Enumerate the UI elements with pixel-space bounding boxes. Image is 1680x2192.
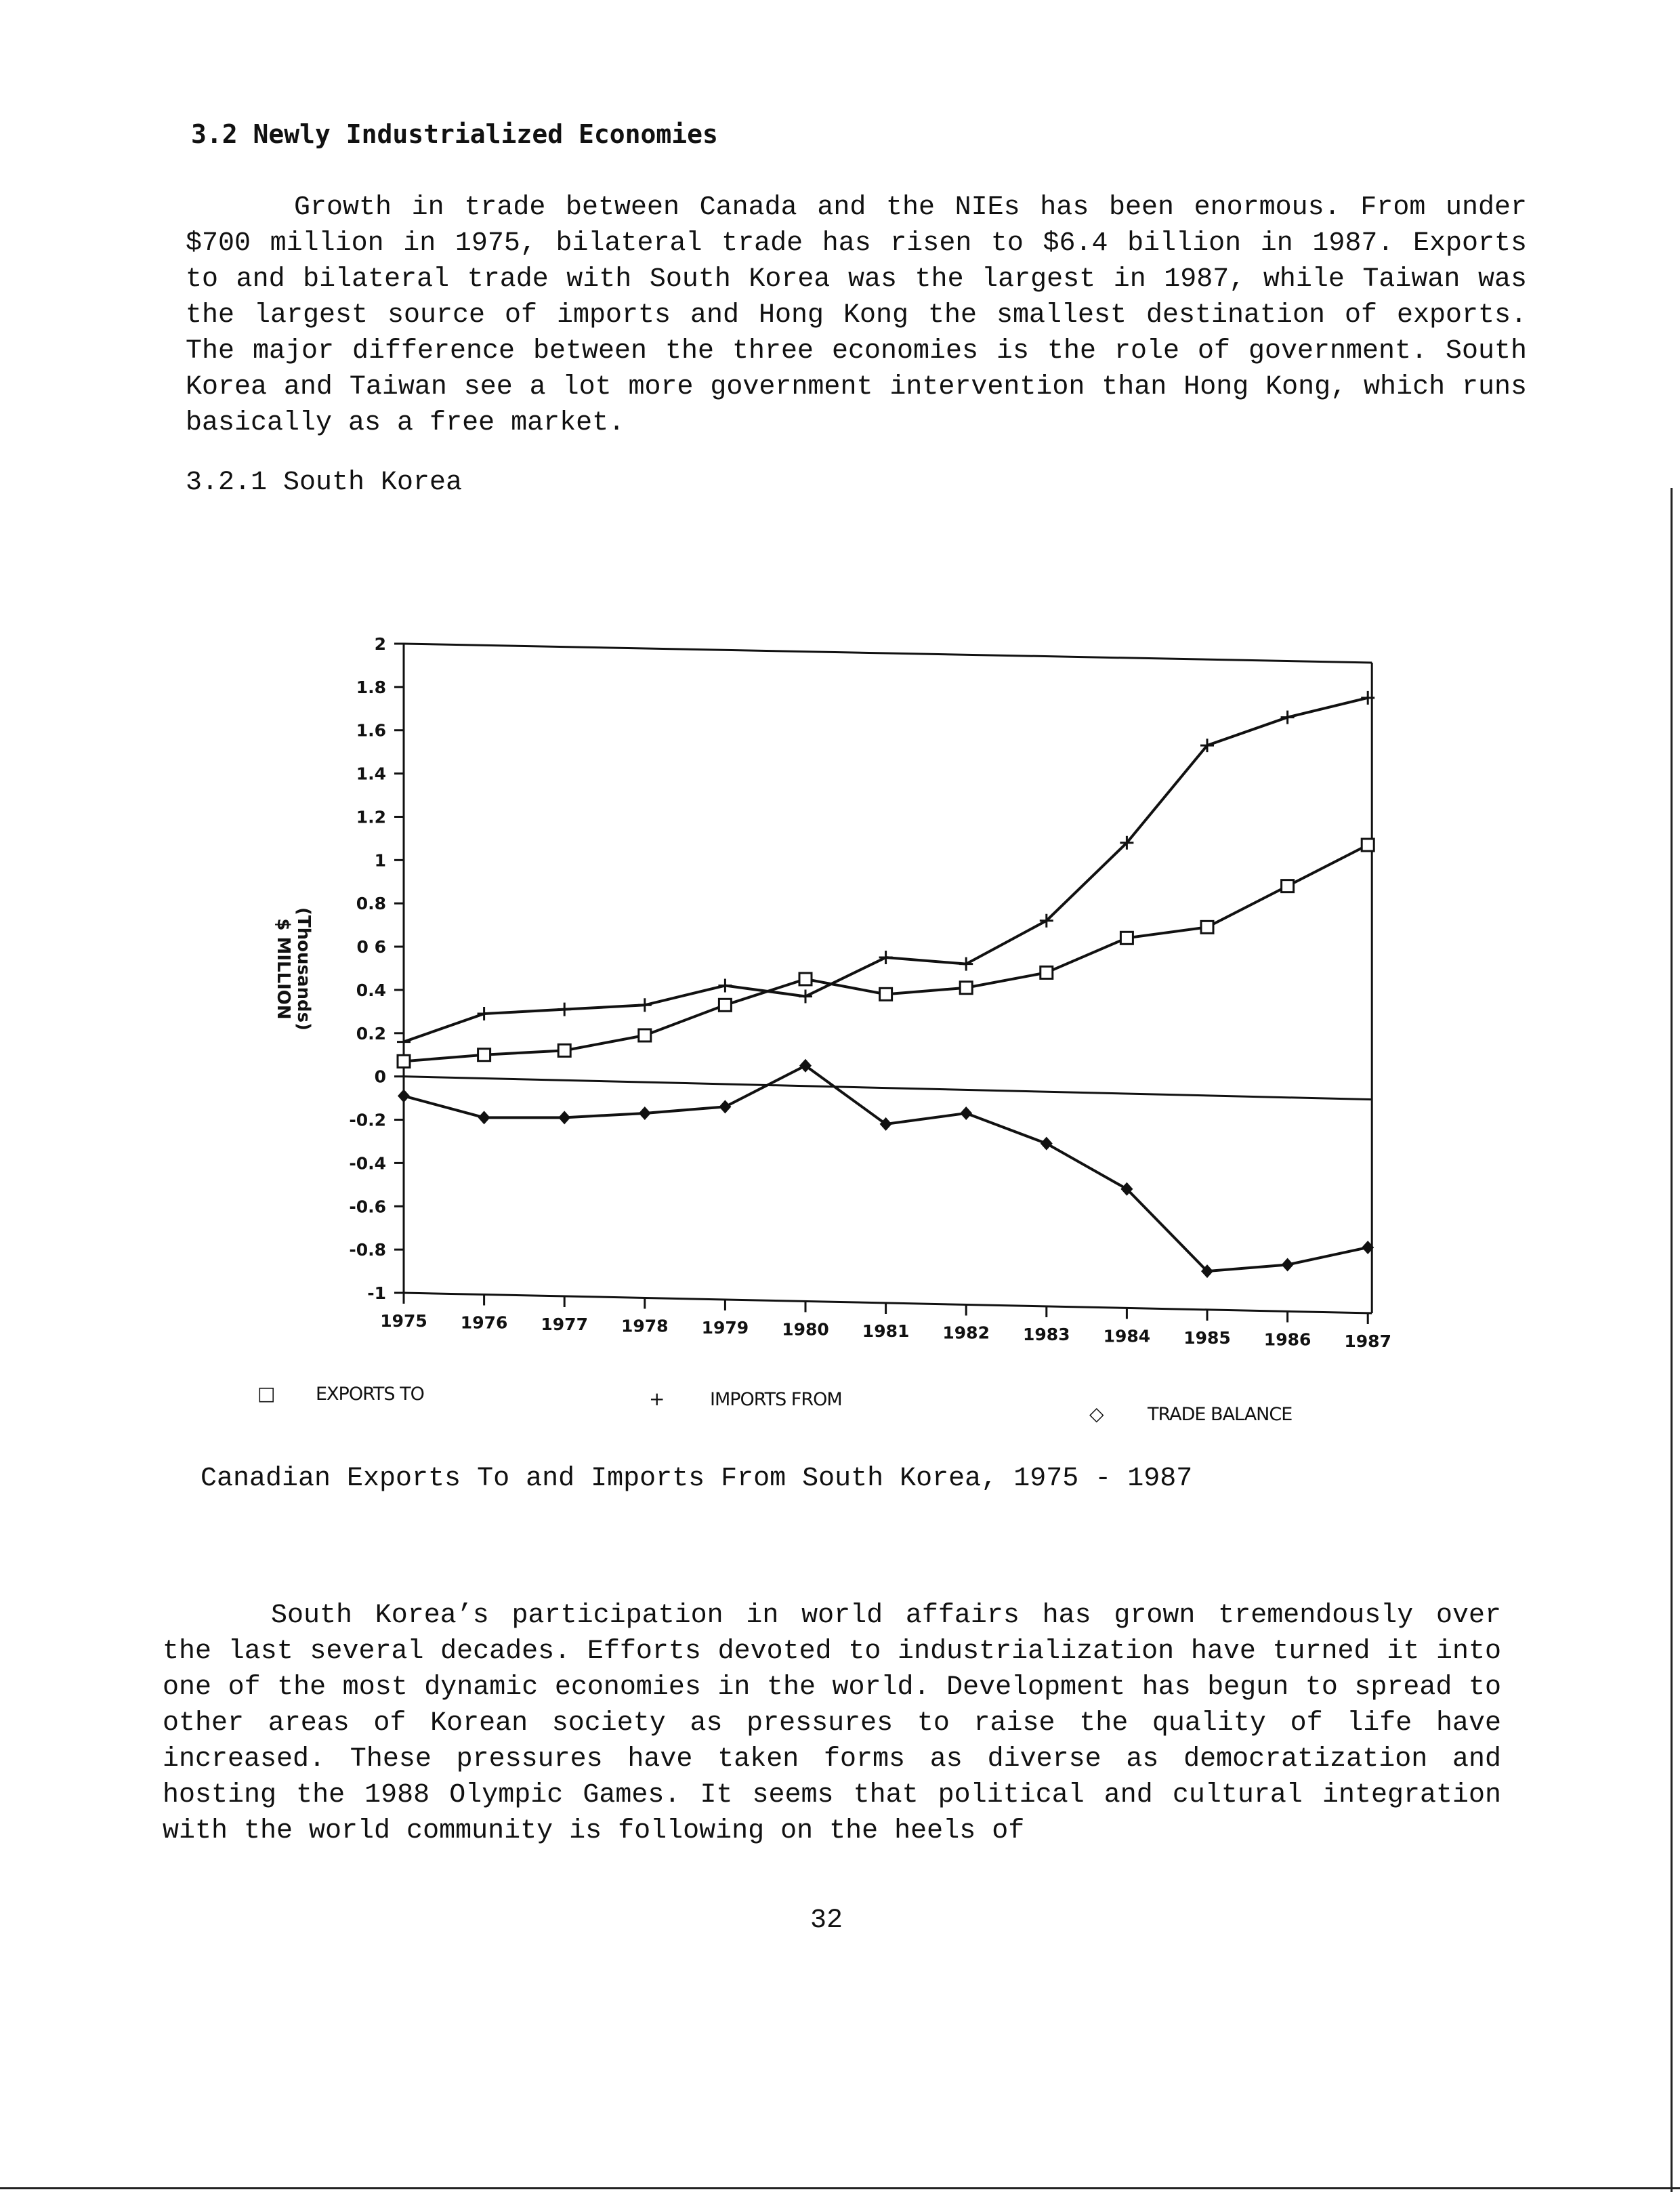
imports-point (718, 979, 732, 993)
x-tick-label: 1979 (701, 1318, 749, 1338)
y-tick-label: 0 6 (356, 937, 386, 957)
exports-point (799, 973, 812, 985)
x-tick-label: 1983 (1023, 1325, 1070, 1344)
imports-point (799, 990, 812, 1004)
imports-point (879, 951, 893, 964)
legend-label-balance: TRADE BALANCE (1148, 1404, 1293, 1425)
y-tick-label: 1.8 (356, 677, 386, 697)
body-paragraph: South Korea’s participation in world affairs has grown tremendously over the last several decades. Efforts devoted to industrialization have turned it into one of the most dynamic economies in the world. Development has begun to spread to other areas of Korean society as pressures to raise the quality of life have increased. These pressures have taken forms as diverse as democratization and hosting the 1988 Olympic Games. It seems that political and cultural integration with the world community is following on the heels of (163, 1600, 1501, 1846)
exports-point (478, 1049, 490, 1061)
legend-symbol-exports: □ (257, 1382, 276, 1405)
y-tick-label: 0.4 (356, 980, 386, 1000)
balance-point (960, 1107, 972, 1120)
chart-legend (257, 1382, 1292, 1425)
exports-point (719, 999, 731, 1011)
legend-symbol-balance: ◇ (1089, 1403, 1104, 1425)
y-tick-label: -0.6 (349, 1197, 386, 1217)
exports-point (960, 982, 972, 994)
x-tick-label: 1986 (1263, 1329, 1311, 1350)
balance-point (478, 1111, 490, 1124)
imports-point (478, 1007, 491, 1020)
subsection-heading: 3.2.1 South Korea (186, 468, 463, 498)
balance-point (558, 1111, 570, 1124)
x-tick-label: 1987 (1344, 1331, 1391, 1351)
zero-line (404, 1077, 1372, 1100)
exports-point (1120, 932, 1133, 944)
y-axis-sublabel: (Thousands) (293, 907, 314, 1031)
x-tick-label: 1984 (1103, 1326, 1151, 1346)
x-tick-label: 1981 (862, 1321, 910, 1341)
top-frame-line (404, 644, 1372, 663)
exports-point (558, 1044, 570, 1056)
y-tick-label: -1 (367, 1283, 386, 1303)
x-tick-label: 1982 (942, 1323, 990, 1343)
section-heading: 3.2 Newly Industrialized Economies (191, 119, 718, 149)
balance-point (398, 1089, 410, 1102)
balance-point (719, 1100, 731, 1113)
balance-point (1041, 1137, 1053, 1151)
imports-point (638, 998, 652, 1012)
exports-point (880, 988, 892, 1000)
chart-series (397, 691, 1374, 1278)
exports-point (1362, 839, 1374, 851)
y-tick-label: 1 (374, 850, 386, 871)
y-tick-label: -0.2 (349, 1110, 386, 1130)
exports-point (398, 1055, 410, 1067)
imports-point (1281, 711, 1295, 724)
y-tick-label: -0.4 (349, 1153, 386, 1174)
x-tick-label: 1980 (782, 1319, 829, 1340)
right-edge-line (1671, 488, 1673, 2192)
y-axis-label-group (273, 907, 314, 1031)
imports-point (558, 1003, 571, 1016)
exports-point (1041, 966, 1053, 978)
y-tick-label: 2 (374, 634, 386, 654)
x-axis-line (404, 1293, 1372, 1313)
exports-point (639, 1029, 651, 1041)
imports-point (397, 1035, 411, 1049)
y-tick-label: -0.8 (349, 1240, 386, 1260)
bottom-edge-line (0, 2187, 1680, 2189)
y-tick-label: 0.8 (356, 894, 386, 914)
x-tick-label: 1976 (460, 1312, 508, 1333)
x-tick-label: 1975 (380, 1311, 427, 1331)
legend-label-exports: EXPORTS TO (316, 1384, 424, 1405)
y-tick-label: 0.2 (356, 1023, 386, 1043)
legend-label-imports: IMPORTS FROM (710, 1389, 842, 1410)
y-tick-label: 1.6 (356, 720, 386, 741)
y-tick-label: 1.2 (356, 807, 386, 827)
y-tick-label: 1.4 (356, 764, 386, 784)
exports-point (1201, 921, 1213, 933)
figure-caption: Canadian Exports To and Imports From South Korea, 1975 - 1987 (201, 1464, 1193, 1494)
intro-paragraph: Growth in trade between Canada and the NIEs has been enormous. From under $700 million in 1975, bilateral trade has risen to $6.4 billion in 1987. Exports to and bilateral trade with South Korea was the largest in 1987, while Taiwan was the largest source of imports and Hong Kong the smallest destination of exports. The major difference between the three economies is the role of government. South Korea and Taiwan see a lot more government intervention than Hong Kong, which runs basically as a free market. (186, 192, 1527, 438)
page-number: 32 (810, 1905, 843, 1936)
x-tick-label: 1985 (1183, 1328, 1231, 1348)
chart-axes (404, 644, 1372, 1313)
exports-point (1282, 880, 1294, 892)
y-axis-label: $ MILLION (273, 918, 293, 1020)
balance-point (1282, 1258, 1294, 1271)
imports-point (959, 957, 973, 971)
y-tick-label: 0 (374, 1067, 386, 1087)
legend-symbol-imports: + (649, 1388, 665, 1410)
balance-point (639, 1107, 651, 1120)
x-tick-label: 1978 (621, 1316, 669, 1336)
x-tick-label: 1977 (541, 1315, 588, 1334)
